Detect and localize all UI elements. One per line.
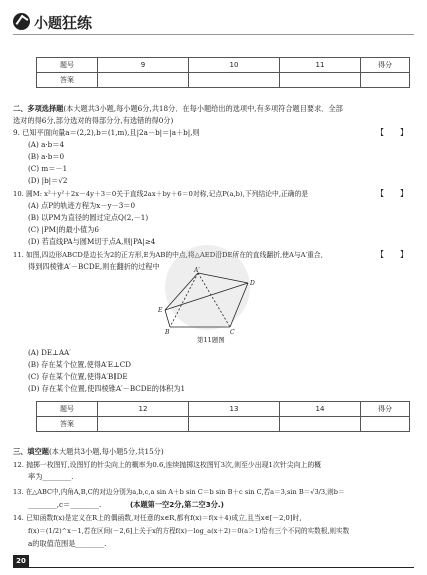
q14-line-3: a的取值范围是________. [28, 539, 107, 548]
answer-table-2 [36, 401, 410, 432]
table-cell: 13 [189, 402, 280, 417]
section3-title [13, 447, 164, 457]
table-row [37, 417, 410, 432]
q12-line-1: 12. 抛掷一枚图钉,设图钉的针尖向上的概率为0.6,连续抛掷这枚图钉3次,则至少出现1次针尖向上的概 [13, 461, 322, 469]
table-cell: 题号 [37, 58, 98, 73]
answer-cell[interactable] [98, 417, 189, 432]
q11-option-b: (B) 存在某个位置,使得A′E⊥CD [28, 360, 132, 369]
logo-icon [13, 13, 30, 30]
table-cell: 题号 [37, 402, 98, 417]
label-d: D [250, 280, 255, 287]
table-cell: 12 [98, 402, 189, 417]
q9-option-a: (A) a·b＝4 [28, 140, 65, 149]
answer-cell[interactable] [189, 73, 280, 88]
q10-option-d: (D) 若直线PA与圆M切于点A,则|PA|≥4 [28, 237, 156, 246]
q11-stem-2: 得到四棱锥A′－BCDE,则在翻折的过程中 [28, 262, 160, 271]
edge-e-b [165, 310, 170, 327]
score-cell[interactable] [361, 73, 410, 88]
q11-option-c: (C) 存在某个位置,使得A′B∥DE [28, 372, 128, 381]
q9-option-b: (B) a·b＝0 [28, 152, 65, 161]
score-cell[interactable] [361, 417, 410, 432]
q11-figure [150, 265, 270, 335]
q11-figure-caption: 第11题图 [197, 336, 225, 344]
label-c: C [230, 329, 235, 335]
footer-divider [13, 567, 414, 568]
answer-cell[interactable] [98, 73, 189, 88]
q11-option-d: (D) 存在某个位置,使四棱锥A′－BCDE的体积为1 [28, 384, 186, 393]
q10-answer-bracket: 【 】 [376, 189, 408, 198]
q10-option-c: (C) |PM|的最小值为6 [28, 225, 99, 234]
edge-c-d [230, 283, 248, 327]
section3-heading: 三、填空题 [13, 447, 49, 456]
answer-table-1 [36, 57, 410, 88]
section2-heading: 二、多项选择题 [13, 104, 64, 113]
q9-option-c: (C) m＝－1 [28, 164, 68, 173]
header-title-big: 狂练 [62, 14, 93, 32]
q9-answer-bracket: 【 】 [376, 128, 408, 137]
q9-stem: 9. 已知平面向量a＝(2,2),b＝(1,m),且|2a－b|＝|a＋b|,则 [13, 128, 200, 137]
answer-cell[interactable] [189, 417, 280, 432]
q11-answer-bracket: 【 】 [376, 250, 408, 259]
table-cell: 11 [280, 58, 361, 73]
label-b: B [165, 329, 170, 335]
q10-stem: 10. 圆M: x²＋y²＋2x－4y＋3＝0关于直线2ax＋by＋6＝0对称,记点P(a,b),下列结论中,正确的是 [13, 190, 309, 198]
section2-title [13, 104, 343, 114]
q13-line-1: 13. 在△ABC中,内角A,B,C的对边分别为a,b,c,a sin A＋b sin C＝b sin B＋c sin C,若a＝3,sin B＝√3/3,则b＝ [13, 488, 345, 496]
header-divider [13, 34, 414, 35]
q11-option-a: (A) DE⊥AA′ [28, 348, 71, 357]
q14-line-2: f(x)＝(1/2)^x－1,若在区间(－2,6]上关于x的方程f(x)－log_a(x＋2)＝0(a＞1)恰有三个不同的实数根,则实数 [28, 527, 350, 535]
table-cell: 得分 [361, 58, 410, 73]
table-row [37, 58, 410, 73]
table-cell: 9 [98, 58, 189, 73]
table-row [37, 73, 410, 88]
q10-option-b: (B) 以PM为直径的圆过定点Q(2,－1) [28, 213, 149, 222]
label-e: E [158, 307, 163, 314]
q9-option-d: (D) |b|＝√2 [28, 176, 68, 185]
answer-cell[interactable] [280, 73, 361, 88]
q11-stem-1: 11. 如图,四边形ABCD是边长为2的正方形,E为AB的中点,将△AED沿DE所在的直线翻折,使A与A′重合, [13, 251, 323, 259]
table-cell: 得分 [361, 402, 410, 417]
table-cell: 答案 [37, 417, 98, 432]
section2-desc-2: 选对的得6分,部分选对的得部分分,有选错的得0分) [13, 116, 174, 125]
q13-line-2: ________,c＝________. [28, 500, 102, 509]
table-cell: 答案 [37, 73, 98, 88]
answer-cell[interactable] [280, 417, 361, 432]
q12-line-2: 率为________. [28, 472, 74, 481]
label-a-prime: A′ [194, 267, 200, 274]
section2-desc-1: (本大题共3小题,每小题6分,共18分．在每小题给出的选项中,有多项符合题目要求．全部 [63, 104, 343, 113]
header-title-small: 小题 [34, 16, 62, 32]
q13-note: (本题第一空2分,第二空3分.) [130, 500, 224, 509]
edge-aprime-c [198, 273, 230, 327]
table-cell: 14 [280, 402, 361, 417]
page-number: 20 [13, 555, 29, 567]
q14-line-1: 14. 已知函数f(x)是定义在R上的偶函数,对任意的x∈R,都有f(x)＝f(x＋4)成立,且当x∈[－2,0]时, [13, 514, 302, 522]
table-row [37, 402, 410, 417]
table-cell: 10 [189, 58, 280, 73]
q10-option-a: (A) 点P的轨迹方程为x－y－3＝0 [28, 201, 136, 210]
edge-aprime-d [198, 273, 248, 283]
section3-desc: (本大题共3小题,每小题5分,共15分) [48, 447, 164, 456]
page-header-title [34, 12, 92, 33]
